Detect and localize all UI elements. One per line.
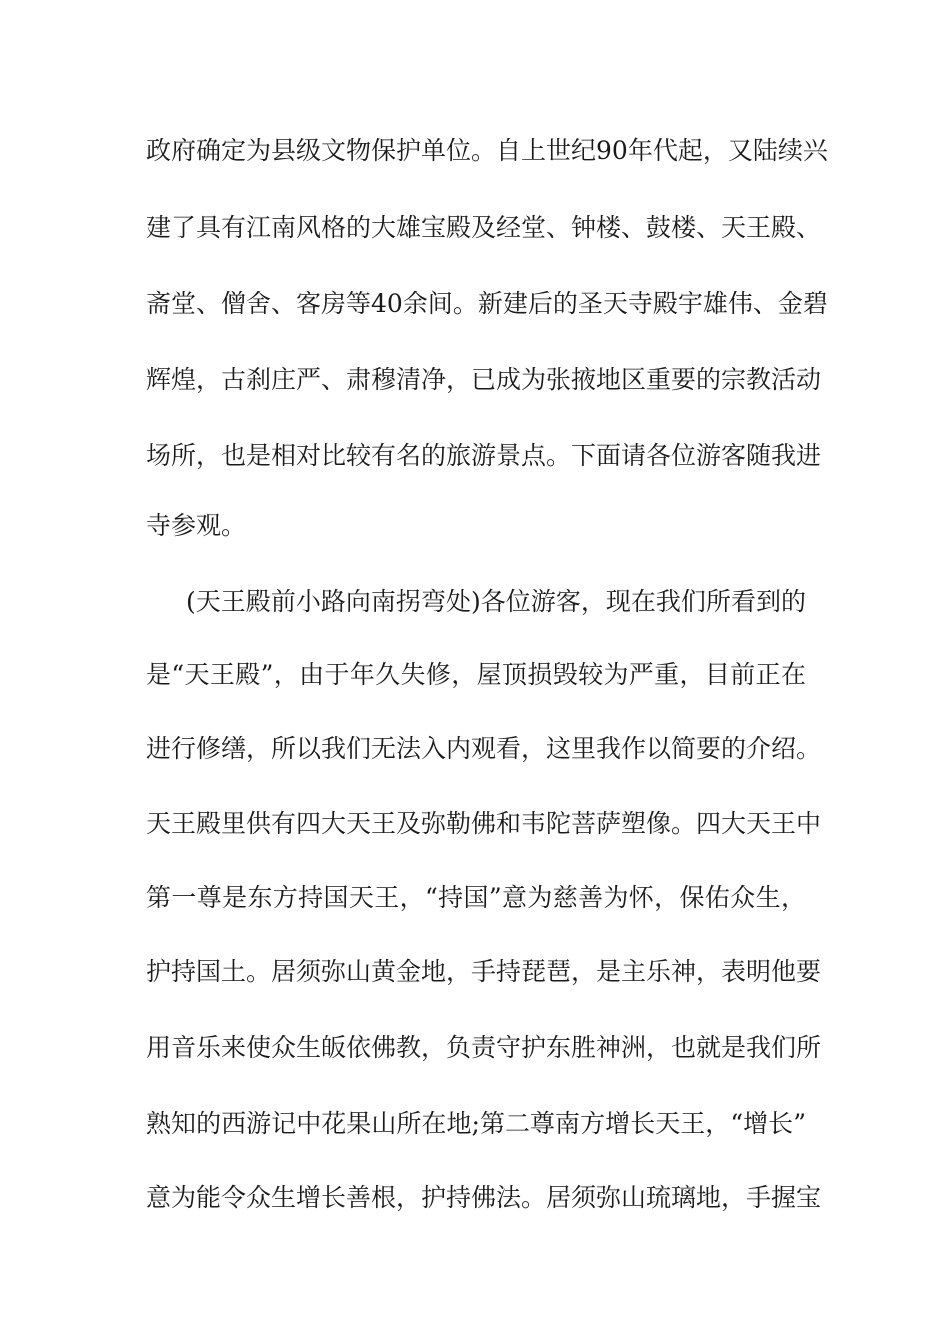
text-line-3: 斋堂、僧舍、客房等40余间。新建后的圣天寺殿宇雄伟、金碧 bbox=[146, 289, 828, 318]
text-line-1: 政府确定为县级文物保护单位。自上世纪90年代起，又陆续兴 bbox=[146, 136, 828, 165]
text-line-12: 护持国土。居须弥山黄金地，手持琵琶，是主乐神，表明他要 bbox=[146, 957, 822, 986]
text-line-15: 意为能令众生增长善根，护持佛法。居须弥山琉璃地，手握宝 bbox=[146, 1183, 822, 1212]
text-line-8: 是“天王殿”，由于年久失修，屋顶损毁较为严重，目前正在 bbox=[146, 660, 806, 689]
text-line-5: 场所，也是相对比较有名的旅游景点。下面请各位游客随我进 bbox=[146, 441, 822, 470]
text-line-7: (天王殿前小路向南拐弯处)各位游客，现在我们所看到的 bbox=[186, 587, 806, 616]
text-line-6: 寺参观。 bbox=[146, 511, 247, 540]
text-line-14: 熟知的西游记中花果山所在地;第二尊南方增长天王，“增长” bbox=[146, 1109, 806, 1138]
text-line-13: 用音乐来使众生皈依佛教，负责守护东胜神洲，也就是我们所 bbox=[146, 1033, 822, 1062]
text-line-4: 辉煌，古刹庄严、肃穆清净，已成为张掖地区重要的宗教活动 bbox=[146, 365, 822, 394]
text-line-9: 进行修缮，所以我们无法入内观看，这里我作以简要的介绍。 bbox=[146, 734, 822, 763]
text-line-11: 第一尊是东方持国天王，“持国”意为慈善为怀，保佑众生， bbox=[146, 883, 806, 912]
text-line-2: 建了具有江南风格的大雄宝殿及经堂、钟楼、鼓楼、天王殿、 bbox=[146, 213, 822, 242]
text-line-10: 天王殿里供有四大天王及弥勒佛和韦陀菩萨塑像。四大天王中 bbox=[146, 809, 822, 838]
